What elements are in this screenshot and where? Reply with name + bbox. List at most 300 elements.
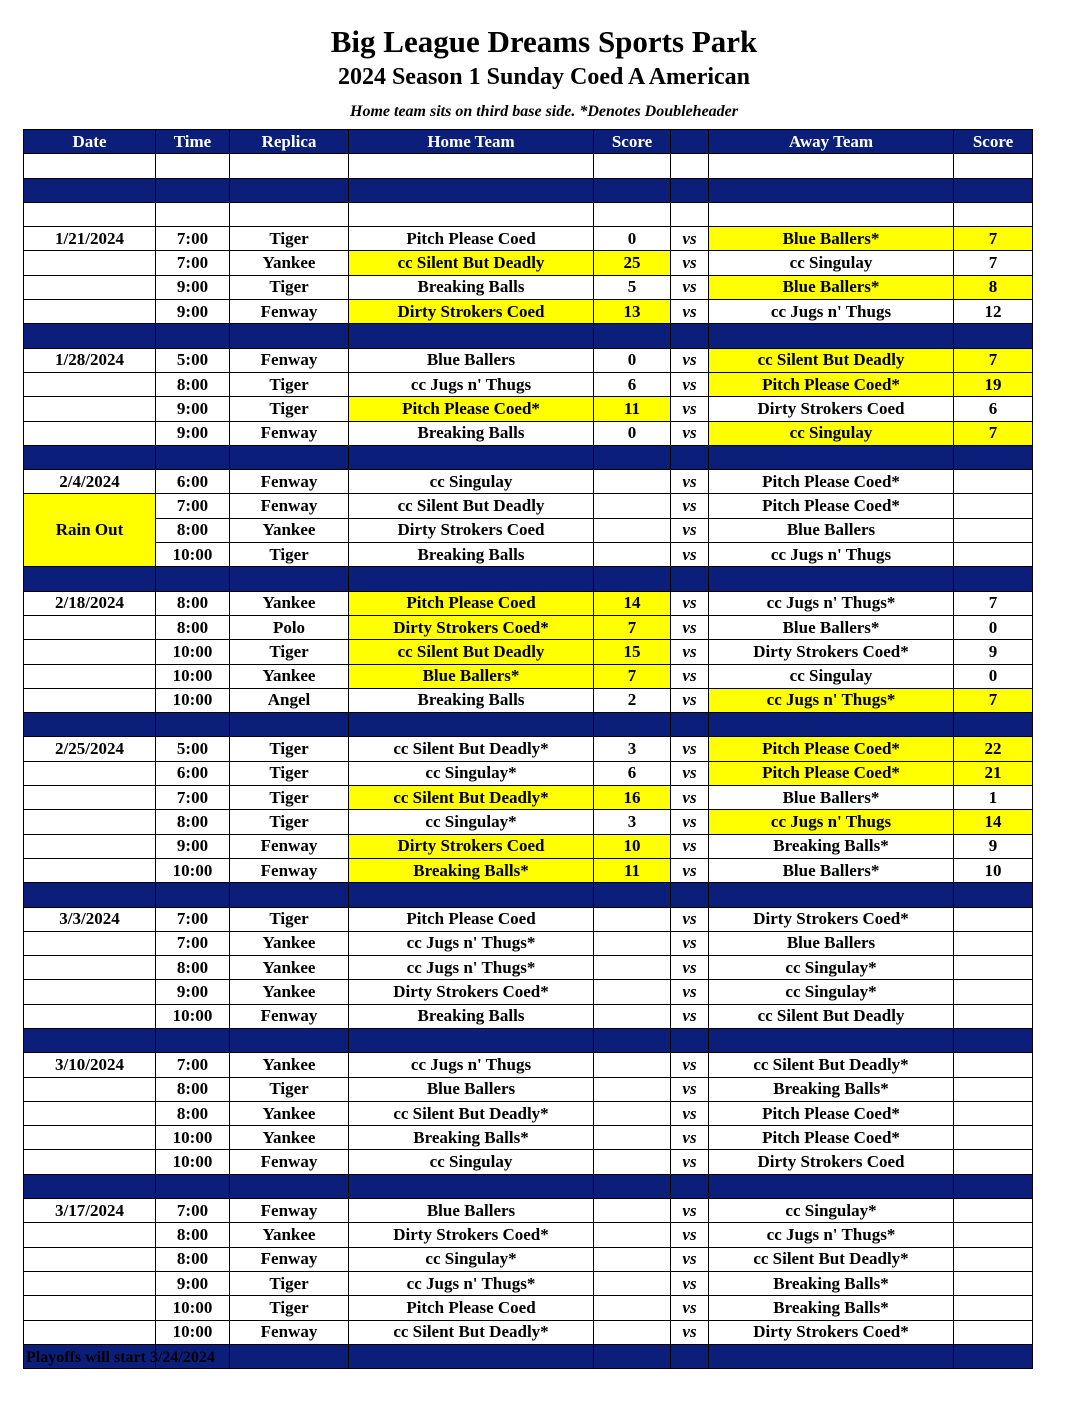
home-team: cc Singulay	[349, 470, 594, 494]
game-row	[24, 397, 1033, 421]
game-field: Yankee	[230, 956, 349, 980]
home-score: 5	[594, 275, 671, 299]
vs-label: vs	[671, 275, 709, 299]
week-divider-cell	[230, 324, 349, 348]
vs-label: vs	[671, 421, 709, 445]
away-team: cc Singulay*	[709, 1199, 954, 1223]
blank-row	[24, 202, 1033, 226]
game-row	[24, 591, 1033, 615]
game-date: 2/4/2024	[24, 470, 156, 494]
away-score: 14	[954, 810, 1033, 834]
away-team: Breaking Balls*	[709, 1296, 954, 1320]
away-score: 9	[954, 640, 1033, 664]
home-team: Blue Ballers	[349, 348, 594, 372]
game-row	[24, 834, 1033, 858]
away-team: cc Singulay	[709, 251, 954, 275]
week-divider-cell	[24, 324, 156, 348]
away-score: 7	[954, 227, 1033, 251]
home-score	[594, 1320, 671, 1344]
game-date-empty	[24, 1126, 156, 1150]
game-row	[24, 1004, 1033, 1028]
home-score	[594, 1101, 671, 1125]
away-team: Blue Ballers*	[709, 615, 954, 639]
week-divider-cell	[954, 1344, 1033, 1368]
week-divider-cell	[954, 567, 1033, 591]
home-score	[594, 1199, 671, 1223]
home-team: Breaking Balls	[349, 275, 594, 299]
away-team: Dirty Strokers Coed*	[709, 907, 954, 931]
game-date: 2/18/2024	[24, 591, 156, 615]
away-team: cc Silent But Deadly*	[709, 1247, 954, 1271]
home-team: cc Singulay*	[349, 810, 594, 834]
blank-row-cell	[671, 202, 709, 226]
game-field: Tiger	[230, 737, 349, 761]
game-time: 7:00	[156, 907, 230, 931]
col-vs	[671, 130, 709, 154]
home-team: cc Jugs n' Thugs*	[349, 931, 594, 955]
game-time: 8:00	[156, 956, 230, 980]
week-divider-cell	[349, 324, 594, 348]
col-home-score: Score	[594, 130, 671, 154]
week-divider-cell	[671, 324, 709, 348]
home-team: cc Jugs n' Thugs*	[349, 956, 594, 980]
away-score	[954, 907, 1033, 931]
home-team: Dirty Strokers Coed*	[349, 615, 594, 639]
home-score: 0	[594, 421, 671, 445]
game-time: 7:00	[156, 227, 230, 251]
vs-label: vs	[671, 834, 709, 858]
game-field: Tiger	[230, 810, 349, 834]
week-divider-cell	[709, 567, 954, 591]
game-field: Tiger	[230, 786, 349, 810]
game-time: 8:00	[156, 1077, 230, 1101]
away-team: Breaking Balls*	[709, 1271, 954, 1295]
home-score: 13	[594, 300, 671, 324]
game-time: 9:00	[156, 397, 230, 421]
away-team: Pitch Please Coed*	[709, 372, 954, 396]
schedule-note: Home team sits on third base side. *Denotes Doubleheader	[350, 103, 738, 120]
game-field: Tiger	[230, 227, 349, 251]
away-score: 0	[954, 664, 1033, 688]
game-time: 7:00	[156, 251, 230, 275]
game-time: 8:00	[156, 1101, 230, 1125]
blank-row-cell	[954, 202, 1033, 226]
week-divider-cell	[349, 1028, 594, 1052]
game-row	[24, 761, 1033, 785]
away-score	[954, 1223, 1033, 1247]
away-team: Dirty Strokers Coed*	[709, 1320, 954, 1344]
game-time: 5:00	[156, 737, 230, 761]
away-score: 0	[954, 615, 1033, 639]
vs-label: vs	[671, 1247, 709, 1271]
week-divider-cell	[594, 1174, 671, 1198]
game-date-empty	[24, 786, 156, 810]
away-team: Blue Ballers	[709, 518, 954, 542]
away-score: 22	[954, 737, 1033, 761]
home-score	[594, 543, 671, 567]
blank-row-cell	[156, 154, 230, 178]
game-row	[24, 1053, 1033, 1077]
home-score	[594, 494, 671, 518]
game-row	[24, 1199, 1033, 1223]
week-divider-cell	[349, 178, 594, 202]
game-time: 9:00	[156, 980, 230, 1004]
game-time: 5:00	[156, 348, 230, 372]
game-field: Angel	[230, 688, 349, 712]
game-date-empty	[24, 251, 156, 275]
away-score: 1	[954, 786, 1033, 810]
blank-row-cell	[594, 202, 671, 226]
game-field: Yankee	[230, 1126, 349, 1150]
away-team: Pitch Please Coed*	[709, 1101, 954, 1125]
game-field: Yankee	[230, 1053, 349, 1077]
away-team: cc Silent But Deadly	[709, 348, 954, 372]
away-score	[954, 494, 1033, 518]
vs-label: vs	[671, 543, 709, 567]
game-field: Fenway	[230, 1320, 349, 1344]
vs-label: vs	[671, 227, 709, 251]
game-date-empty	[24, 688, 156, 712]
away-score: 6	[954, 397, 1033, 421]
home-team: Breaking Balls	[349, 688, 594, 712]
vs-label: vs	[671, 1126, 709, 1150]
home-team: cc Singulay*	[349, 1247, 594, 1271]
game-time: 8:00	[156, 1247, 230, 1271]
home-team: cc Singulay*	[349, 761, 594, 785]
away-score	[954, 543, 1033, 567]
col-away-team: Away Team	[709, 130, 954, 154]
week-divider-cell	[24, 1174, 156, 1198]
away-score	[954, 1150, 1033, 1174]
away-team: Pitch Please Coed*	[709, 470, 954, 494]
away-team: Blue Ballers*	[709, 858, 954, 882]
vs-label: vs	[671, 251, 709, 275]
game-time: 7:00	[156, 1053, 230, 1077]
home-team: Dirty Strokers Coed	[349, 518, 594, 542]
week-divider-cell	[594, 883, 671, 907]
home-score	[594, 931, 671, 955]
away-team: Pitch Please Coed*	[709, 761, 954, 785]
game-time: 6:00	[156, 761, 230, 785]
week-divider-cell	[24, 567, 156, 591]
game-date-empty	[24, 1077, 156, 1101]
game-row	[24, 1223, 1033, 1247]
vs-label: vs	[671, 1150, 709, 1174]
vs-label: vs	[671, 956, 709, 980]
week-divider	[24, 1028, 1033, 1052]
week-divider-cell	[156, 713, 230, 737]
week-divider-cell	[156, 567, 230, 591]
game-row	[24, 1247, 1033, 1271]
game-field: Yankee	[230, 931, 349, 955]
game-date-empty	[24, 300, 156, 324]
week-divider-cell	[230, 713, 349, 737]
week-divider-cell	[156, 1174, 230, 1198]
home-team: Breaking Balls*	[349, 1126, 594, 1150]
week-divider-cell	[349, 1344, 594, 1368]
vs-label: vs	[671, 1271, 709, 1295]
away-team: Dirty Strokers Coed	[709, 397, 954, 421]
away-score	[954, 1004, 1033, 1028]
game-time: 6:00	[156, 470, 230, 494]
vs-label: vs	[671, 470, 709, 494]
home-score: 16	[594, 786, 671, 810]
week-divider-cell	[671, 1028, 709, 1052]
home-team: Blue Ballers*	[349, 664, 594, 688]
week-divider-cell	[954, 1174, 1033, 1198]
week-divider-cell	[709, 1174, 954, 1198]
away-score: 7	[954, 251, 1033, 275]
rainout-badge: Rain Out	[24, 494, 156, 567]
away-score: 19	[954, 372, 1033, 396]
week-divider-cell	[594, 324, 671, 348]
game-row	[24, 810, 1033, 834]
col-home-team: Home Team	[349, 130, 594, 154]
away-team: cc Jugs n' Thugs*	[709, 688, 954, 712]
game-time: 7:00	[156, 494, 230, 518]
game-field: Tiger	[230, 397, 349, 421]
schedule-body	[24, 154, 1033, 1369]
game-date-empty	[24, 931, 156, 955]
week-divider-cell	[671, 1344, 709, 1368]
home-score: 6	[594, 372, 671, 396]
vs-label: vs	[671, 300, 709, 324]
away-team: Blue Ballers*	[709, 227, 954, 251]
home-score	[594, 1247, 671, 1271]
away-team: Pitch Please Coed*	[709, 494, 954, 518]
home-score	[594, 1126, 671, 1150]
game-time: 8:00	[156, 1223, 230, 1247]
week-divider-cell	[230, 1028, 349, 1052]
home-team: cc Jugs n' Thugs	[349, 1053, 594, 1077]
game-row	[24, 275, 1033, 299]
home-score: 7	[594, 615, 671, 639]
game-date-empty	[24, 1150, 156, 1174]
game-row	[24, 372, 1033, 396]
away-team: cc Jugs n' Thugs*	[709, 1223, 954, 1247]
home-team: Pitch Please Coed	[349, 227, 594, 251]
game-field: Tiger	[230, 372, 349, 396]
game-time: 10:00	[156, 664, 230, 688]
vs-label: vs	[671, 494, 709, 518]
col-replica: Replica	[230, 130, 349, 154]
vs-label: vs	[671, 1223, 709, 1247]
week-divider-cell	[594, 567, 671, 591]
away-team: Dirty Strokers Coed*	[709, 640, 954, 664]
away-team: cc Singulay*	[709, 980, 954, 1004]
home-team: cc Jugs n' Thugs*	[349, 1271, 594, 1295]
home-score: 11	[594, 858, 671, 882]
week-divider-cell	[671, 713, 709, 737]
week-divider-cell	[954, 883, 1033, 907]
week-divider-cell	[230, 883, 349, 907]
game-field: Tiger	[230, 640, 349, 664]
game-field: Tiger	[230, 1271, 349, 1295]
away-score	[954, 956, 1033, 980]
game-time: 10:00	[156, 688, 230, 712]
game-date: 1/21/2024	[24, 227, 156, 251]
game-date-empty	[24, 810, 156, 834]
vs-label: vs	[671, 397, 709, 421]
away-score	[954, 1271, 1033, 1295]
blank-row	[24, 154, 1033, 178]
game-date: 2/25/2024	[24, 737, 156, 761]
game-time: 10:00	[156, 1150, 230, 1174]
week-divider-cell	[156, 178, 230, 202]
week-divider-cell	[954, 713, 1033, 737]
home-score: 3	[594, 810, 671, 834]
week-divider-cell	[230, 567, 349, 591]
away-team: Blue Ballers	[709, 931, 954, 955]
game-field: Yankee	[230, 1101, 349, 1125]
home-team: cc Silent But Deadly	[349, 640, 594, 664]
game-field: Yankee	[230, 980, 349, 1004]
game-field: Fenway	[230, 300, 349, 324]
game-field: Yankee	[230, 518, 349, 542]
away-score	[954, 1247, 1033, 1271]
home-team: Breaking Balls	[349, 543, 594, 567]
home-team: Breaking Balls*	[349, 858, 594, 882]
game-date-empty	[24, 421, 156, 445]
home-score: 25	[594, 251, 671, 275]
game-date-empty	[24, 1271, 156, 1295]
home-team: cc Jugs n' Thugs	[349, 372, 594, 396]
away-score	[954, 1053, 1033, 1077]
vs-label: vs	[671, 907, 709, 931]
game-date-empty	[24, 956, 156, 980]
vs-label: vs	[671, 518, 709, 542]
vs-label: vs	[671, 761, 709, 785]
away-score: 12	[954, 300, 1033, 324]
home-team: Breaking Balls	[349, 1004, 594, 1028]
game-field: Yankee	[230, 1223, 349, 1247]
game-time: 9:00	[156, 275, 230, 299]
home-score: 2	[594, 688, 671, 712]
week-divider-cell	[349, 883, 594, 907]
game-time: 9:00	[156, 834, 230, 858]
week-divider-cell	[230, 1174, 349, 1198]
week-divider-cell	[594, 445, 671, 469]
game-date-empty	[24, 834, 156, 858]
game-row	[24, 1150, 1033, 1174]
away-team: Breaking Balls*	[709, 1077, 954, 1101]
game-row	[24, 543, 1033, 567]
game-field: Tiger	[230, 1077, 349, 1101]
game-time: 8:00	[156, 591, 230, 615]
home-score: 10	[594, 834, 671, 858]
col-date: Date	[24, 130, 156, 154]
home-team: Blue Ballers	[349, 1077, 594, 1101]
week-divider-cell	[671, 178, 709, 202]
week-divider-cell	[671, 883, 709, 907]
vs-label: vs	[671, 1053, 709, 1077]
game-time: 9:00	[156, 1271, 230, 1295]
home-team: Blue Ballers	[349, 1199, 594, 1223]
game-time: 10:00	[156, 1126, 230, 1150]
week-divider	[24, 445, 1033, 469]
home-team: cc Silent But Deadly*	[349, 737, 594, 761]
away-team: cc Silent But Deadly*	[709, 1053, 954, 1077]
col-away-score: Score	[954, 130, 1033, 154]
home-score	[594, 518, 671, 542]
game-field: Yankee	[230, 591, 349, 615]
week-divider-cell	[709, 1344, 954, 1368]
game-time: 7:00	[156, 786, 230, 810]
week-divider-cell	[954, 324, 1033, 348]
home-team: Pitch Please Coed*	[349, 397, 594, 421]
week-divider-cell	[594, 713, 671, 737]
week-divider	[24, 1174, 1033, 1198]
away-team: Blue Ballers*	[709, 786, 954, 810]
away-score	[954, 931, 1033, 955]
game-time: 10:00	[156, 1320, 230, 1344]
game-field: Tiger	[230, 543, 349, 567]
game-field: Fenway	[230, 1247, 349, 1271]
home-score: 7	[594, 664, 671, 688]
page-title: Big League Dreams Sports Park	[330, 24, 758, 59]
week-divider-cell	[24, 445, 156, 469]
week-divider-cell	[709, 178, 954, 202]
vs-label: vs	[671, 348, 709, 372]
game-time: 8:00	[156, 518, 230, 542]
playoffs-note: Playoffs will start 3/24/2024	[26, 1349, 215, 1366]
game-date-empty	[24, 640, 156, 664]
blank-row-cell	[230, 202, 349, 226]
away-team: cc Jugs n' Thugs*	[709, 591, 954, 615]
vs-label: vs	[671, 640, 709, 664]
game-row	[24, 737, 1033, 761]
home-score: 3	[594, 737, 671, 761]
game-time: 8:00	[156, 372, 230, 396]
home-team: cc Silent But Deadly	[349, 494, 594, 518]
game-date-empty	[24, 1101, 156, 1125]
away-score	[954, 1320, 1033, 1344]
week-divider-cell	[230, 1344, 349, 1368]
game-row	[24, 907, 1033, 931]
game-field: Fenway	[230, 1150, 349, 1174]
home-score	[594, 1150, 671, 1174]
vs-label: vs	[671, 1320, 709, 1344]
week-divider	[24, 883, 1033, 907]
away-team: Blue Ballers*	[709, 275, 954, 299]
vs-label: vs	[671, 980, 709, 1004]
home-score: 6	[594, 761, 671, 785]
game-time: 7:00	[156, 931, 230, 955]
vs-label: vs	[671, 372, 709, 396]
away-team: cc Singulay	[709, 421, 954, 445]
blank-row-cell	[954, 154, 1033, 178]
blank-row-cell	[349, 202, 594, 226]
week-divider-cell	[24, 1028, 156, 1052]
game-date-empty	[24, 664, 156, 688]
vs-label: vs	[671, 1077, 709, 1101]
away-score	[954, 1126, 1033, 1150]
week-divider-cell	[594, 178, 671, 202]
game-date-empty	[24, 397, 156, 421]
away-score	[954, 1296, 1033, 1320]
game-field: Tiger	[230, 275, 349, 299]
vs-label: vs	[671, 615, 709, 639]
vs-label: vs	[671, 810, 709, 834]
page-subtitle: 2024 Season 1 Sunday Coed A American	[337, 64, 751, 90]
blank-row-cell	[156, 202, 230, 226]
vs-label: vs	[671, 786, 709, 810]
home-score	[594, 1223, 671, 1247]
game-time: 7:00	[156, 1199, 230, 1223]
game-field: Fenway	[230, 494, 349, 518]
away-score: 7	[954, 348, 1033, 372]
game-time: 10:00	[156, 640, 230, 664]
